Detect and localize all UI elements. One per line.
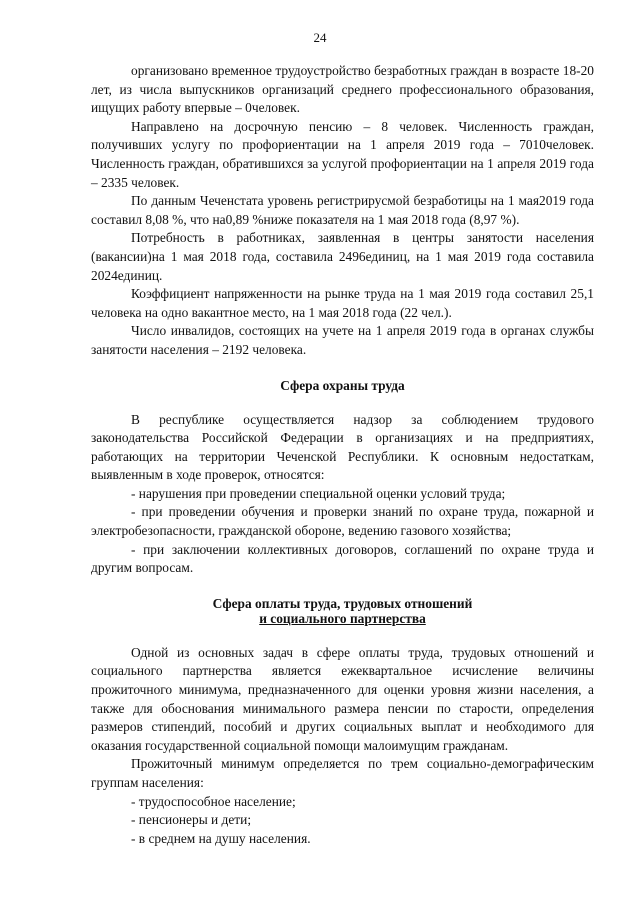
list-item: - при проведении обучения и проверки знаний по охране труда, пожарной и электробезопасности, гражданской обороне, ведению газового хозяйства; <box>91 504 594 539</box>
paragraph: Коэффициент напряженности на рынке труда на 1 мая 2019 года составил 25,1 человека на одно вакантное место, на 1 мая 2018 года (22 чел.). <box>91 286 594 320</box>
section-heading-line2: и социального партнерства <box>259 610 426 626</box>
list-item: - трудоспособное население; <box>131 793 296 809</box>
paragraph: организовано временное трудоустройство безработных граждан в возрасте 18-20 лет, из числа выпускников организаций среднего профессионального образования, ищущих работу впервые – 0человек. <box>91 63 594 116</box>
wages-section <box>91 596 594 849</box>
paragraph: Одной из основных задач в сфере оплаты труда, трудовых отношений и социального партнерства является ежеквартальное исчисление величины прожиточного минимума, предназначенного для оценки уровня жизни населения, а также для обоснования минимального размера пенсии по старости, определения размеров стипендий, пособий и других социальных выплат и необходимого для оказания государственной социальной помощи малоимущим гражданам. <box>91 644 594 753</box>
document-body <box>91 62 594 848</box>
paragraph: В республике осуществляется надзор за соблюдением трудового законодательства Российской Федерации в организациях и на предприятиях, работающих на территории Чеченской Республики. К основным недостаткам, выявленным в ходе проверок, относятся: <box>91 411 594 483</box>
section-heading: Сфера охраны труда <box>280 377 405 393</box>
labor-safety-section <box>91 378 594 578</box>
section-heading <box>91 596 594 626</box>
paragraph: Число инвалидов, состоящих на учете на 1 апреля 2019 года в органах службы занятости населения – 2192 человека. <box>91 323 594 357</box>
section-heading-line1: Сфера оплаты труда, трудовых отношений <box>212 595 473 611</box>
paragraph: Прожиточный минимум определяется по трем социально-демографическим группам населения: <box>91 756 594 790</box>
list-item: - нарушения при проведении специальной оценки условий труда; <box>131 485 506 501</box>
page-number: 24 <box>313 30 327 45</box>
list-item: - в среднем на душу населения. <box>131 830 311 846</box>
paragraph: Направлено на досрочную пенсию – 8 человек. Численность граждан, получивших услугу по профориентации на 1 апреля 2019 года – 7010человек. Численность граждан, обратившихся за услугой профориентации на 1 апреля 2019 года – 2335 человек. <box>91 118 594 190</box>
paragraph: По данным Чеченстата уровень регистрирусмой безработицы на 1 мая2019 года составил 8,08 %, что на0,89 %ниже показателя на 1 мая 2018 года (8,97 %). <box>91 193 594 227</box>
list-item: - при заключении коллективных договоров, соглашений по охране труда и другим вопросам. <box>91 541 594 576</box>
employment-section <box>91 62 594 360</box>
paragraph: Потребность в работниках, заявленная в центры занятости населения (вакансии)на 1 мая 2018 года, составила 2496единиц, на 1 мая 2019 года составила 2024единиц. <box>91 230 594 283</box>
list-item: - пенсионеры и дети; <box>131 812 252 828</box>
